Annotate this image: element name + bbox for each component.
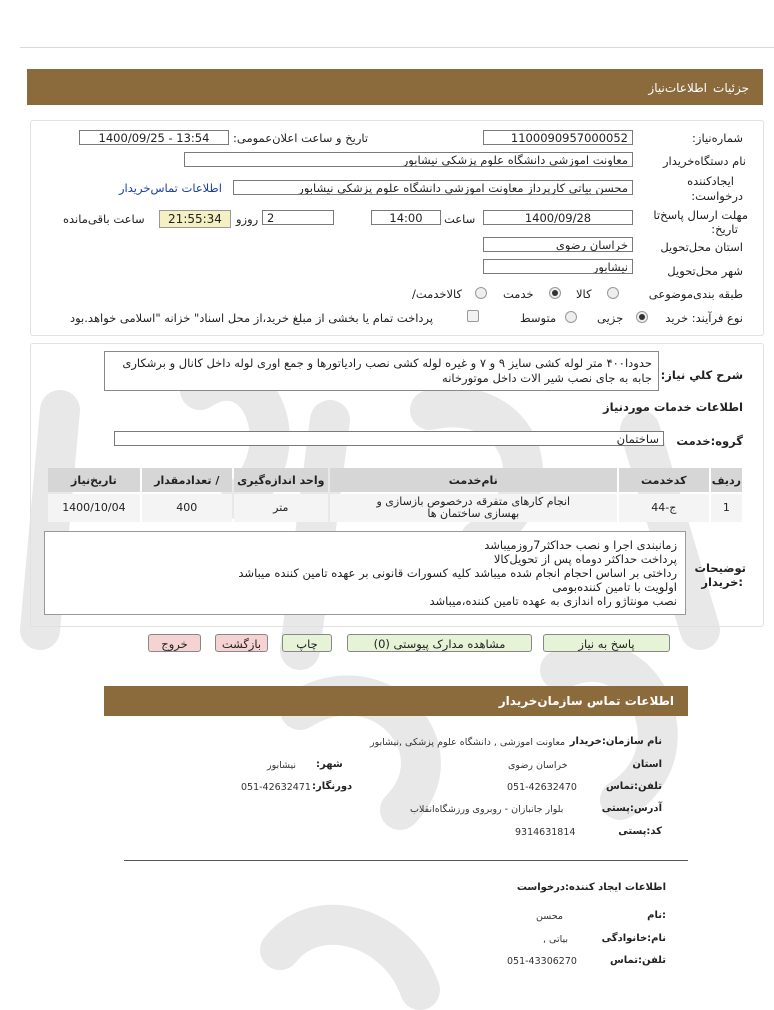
treasury-payment-note: پرداخت تمام یا بخشی از مبلغ خرید،از محل اسناد" خزانه "اسلامی خواهد.بود bbox=[70, 311, 434, 325]
cell-row: 1 bbox=[711, 494, 742, 522]
contact-province-value: خراسان رضوی bbox=[508, 760, 568, 771]
contact-band bbox=[104, 686, 688, 716]
province-field: خراسان رضوی bbox=[483, 237, 633, 252]
cell-qty: 400 bbox=[142, 494, 232, 522]
process-minor-label: جزیی bbox=[597, 311, 624, 325]
creator-name-value: محسن bbox=[536, 911, 563, 922]
creator-label-2: درخواست: bbox=[691, 189, 743, 203]
hour-label: ساعت bbox=[444, 212, 476, 226]
notes-label-2: :خریدار bbox=[701, 575, 743, 589]
process-radio-minor[interactable] bbox=[636, 311, 648, 323]
col-date: تاریخ‌نیاز bbox=[48, 468, 140, 492]
top-divider bbox=[20, 47, 774, 48]
deadline-label: مهلت ارسال پاسخ‌تا bbox=[653, 208, 748, 222]
creator-field: محسن بیاتی کارپرداز معاونت اموزشی دانشگاه علوم پزشکی نیشابور bbox=[233, 180, 633, 195]
cell-date: 1400/10/04 bbox=[48, 494, 140, 522]
tab-need-info[interactable]: اطلاعات‌نیاز bbox=[648, 81, 707, 95]
city-field: نیشابور bbox=[483, 259, 633, 274]
process-medium-label: متوسط bbox=[520, 311, 557, 325]
summary-text: حدودا۴۰۰ متر لوله کشی سایز ۹ و ۷ و غیره لوله کشی نصب رادیاتورها و جمع اوری لوله داخل کانال و برشکاری جابه به جای نصب شیر الات داخل موتورخانه bbox=[104, 351, 659, 391]
fax-label: دورنگار: bbox=[312, 781, 353, 792]
cell-unit: متر bbox=[234, 494, 328, 522]
col-qty: / تعدادمقدار bbox=[142, 468, 232, 492]
category-label: طبقه بندی‌موضوعی bbox=[648, 287, 743, 301]
col-name: نام‌خدمت bbox=[330, 468, 617, 492]
cell-name-line-2: بهسازی ساختمان ها bbox=[427, 507, 520, 520]
note-line: نصب مونتاژو راه اندازی به عهده تامین کننده،میباشد bbox=[429, 594, 677, 608]
postal-label: کد:پستی bbox=[618, 826, 662, 837]
org-label: نام سازمان:خریدار bbox=[569, 736, 662, 747]
note-line: پرداخت حداکثر دوماه پس از تحویل‌کالا bbox=[493, 552, 677, 566]
attachments-button[interactable]: مشاهده مدارک پیوستی (0) bbox=[347, 634, 532, 652]
buyer-notes bbox=[44, 531, 686, 615]
remaining-time: 21:55:34 bbox=[159, 210, 231, 228]
page-header bbox=[27, 69, 763, 105]
service-group-field: ساختمان bbox=[114, 431, 664, 446]
tab-details[interactable]: جزئیات bbox=[713, 81, 749, 95]
notes-label: توضیحات bbox=[694, 561, 746, 575]
contact-divider bbox=[124, 860, 688, 861]
creator-family-value: بیاتی , bbox=[543, 934, 569, 945]
service-group-label: گروه:خدمت bbox=[676, 434, 743, 448]
city-label: شهر محل‌تحویل bbox=[667, 264, 743, 278]
buyer-contact-link[interactable]: اطلاعات تماس‌خریدار bbox=[119, 181, 222, 195]
contact-phone-label: تلفن:تماس bbox=[605, 781, 662, 792]
col-code: کدخدمت bbox=[619, 468, 709, 492]
buyer-field: معاونت اموزشی دانشگاه علوم پزشکی نیشابور bbox=[184, 152, 633, 167]
address-value: بلوار جانبازان - روبروی ورزشگاه‌انقلاب bbox=[410, 804, 564, 815]
deadline-date-field: 1400/09/28 bbox=[483, 210, 633, 225]
need-number-field: 1100090957000052 bbox=[483, 130, 633, 145]
contact-province-label: استان bbox=[632, 759, 662, 770]
buyer-label: نام دستگاه‌خریدار bbox=[662, 154, 746, 168]
category-radio-goods-service[interactable] bbox=[475, 287, 487, 299]
col-row: ردیف bbox=[711, 468, 742, 492]
note-line: اولویت با تامین کننده‌بومی bbox=[552, 580, 677, 594]
creator-phone-label: تلفن:تماس bbox=[609, 955, 666, 966]
treasury-payment-checkbox[interactable] bbox=[467, 310, 479, 322]
cell-name-line-1: انجام کارهای متفرقه درخصوص بازسازی و bbox=[376, 495, 571, 508]
contact-phone-value: 051-42632470 bbox=[507, 782, 577, 793]
creator-name-label: :نام bbox=[647, 910, 666, 921]
days-label: روزو bbox=[236, 212, 259, 226]
announce-date-field: 1400/09/25 - 13:54 bbox=[79, 130, 229, 145]
creator-phone-value: 051-43306270 bbox=[507, 956, 577, 967]
province-label: استان محل‌تحویل bbox=[660, 240, 743, 254]
announce-date-label: تاریخ و ساعت اعلان‌عمومی: bbox=[233, 131, 369, 145]
contact-city-value: نیشابور bbox=[267, 760, 297, 771]
org-value: معاونت اموزشی , دانشگاه علوم پزشکی ,نیشابور bbox=[370, 737, 566, 748]
col-unit: واحد اندازه‌گیری bbox=[234, 468, 328, 492]
deadline-hour-field: 14:00 bbox=[371, 210, 441, 225]
days-field: 2 bbox=[262, 210, 334, 225]
services-table bbox=[46, 466, 744, 524]
remaining-label: ساعت باقی‌مانده bbox=[63, 212, 145, 226]
fax-value: 051-42632471 bbox=[241, 782, 311, 793]
services-title: اطلاعات خدمات موردنیاز bbox=[603, 400, 743, 414]
summary-label: شرح کلي نیاز: bbox=[660, 368, 743, 382]
note-line: زمانبندی اجرا و نصب حداکثر7روزمیباشد bbox=[484, 538, 677, 552]
exit-button[interactable]: خروج bbox=[148, 634, 201, 652]
address-label: آدرس:پستی bbox=[601, 803, 662, 814]
creator-section-title: اطلاعات ایجاد کننده:درخواست bbox=[516, 882, 666, 893]
creator-family-label: نام:خانوادگی bbox=[601, 933, 666, 944]
postal-value: 9314631814 bbox=[515, 827, 576, 838]
deadline-label-2: تاریخ: bbox=[711, 222, 738, 236]
category-goods-label: کالا bbox=[576, 287, 592, 301]
contact-city-label: شهر: bbox=[316, 759, 343, 770]
note-line: رداختی بر اساس احجام انجام شده میباشد کلیه کسورات قانونی بر عهده تامین کننده میباشد bbox=[238, 566, 677, 580]
contact-title: اطلاعات تماس سازمان‌خریدار bbox=[498, 694, 674, 708]
category-radio-goods[interactable] bbox=[607, 287, 619, 299]
need-number-label: شماره‌نیاز: bbox=[692, 131, 743, 145]
back-button[interactable]: بازگشت bbox=[215, 634, 268, 652]
category-goods-service-label: کالاخدمت/ bbox=[412, 287, 463, 301]
category-radio-service[interactable] bbox=[549, 287, 561, 299]
cell-name bbox=[330, 494, 617, 522]
cell-code: ج-44 bbox=[619, 494, 709, 522]
table-header-row bbox=[48, 468, 742, 492]
print-button[interactable]: چاپ bbox=[282, 634, 332, 652]
reply-button[interactable]: پاسخ به نیاز bbox=[543, 634, 670, 652]
category-service-label: خدمت bbox=[503, 287, 534, 301]
creator-label: ایجادکننده bbox=[687, 174, 734, 188]
table-row bbox=[48, 494, 742, 522]
process-label: نوع فرآیند: خرید bbox=[665, 311, 743, 325]
process-radio-medium[interactable] bbox=[565, 311, 577, 323]
